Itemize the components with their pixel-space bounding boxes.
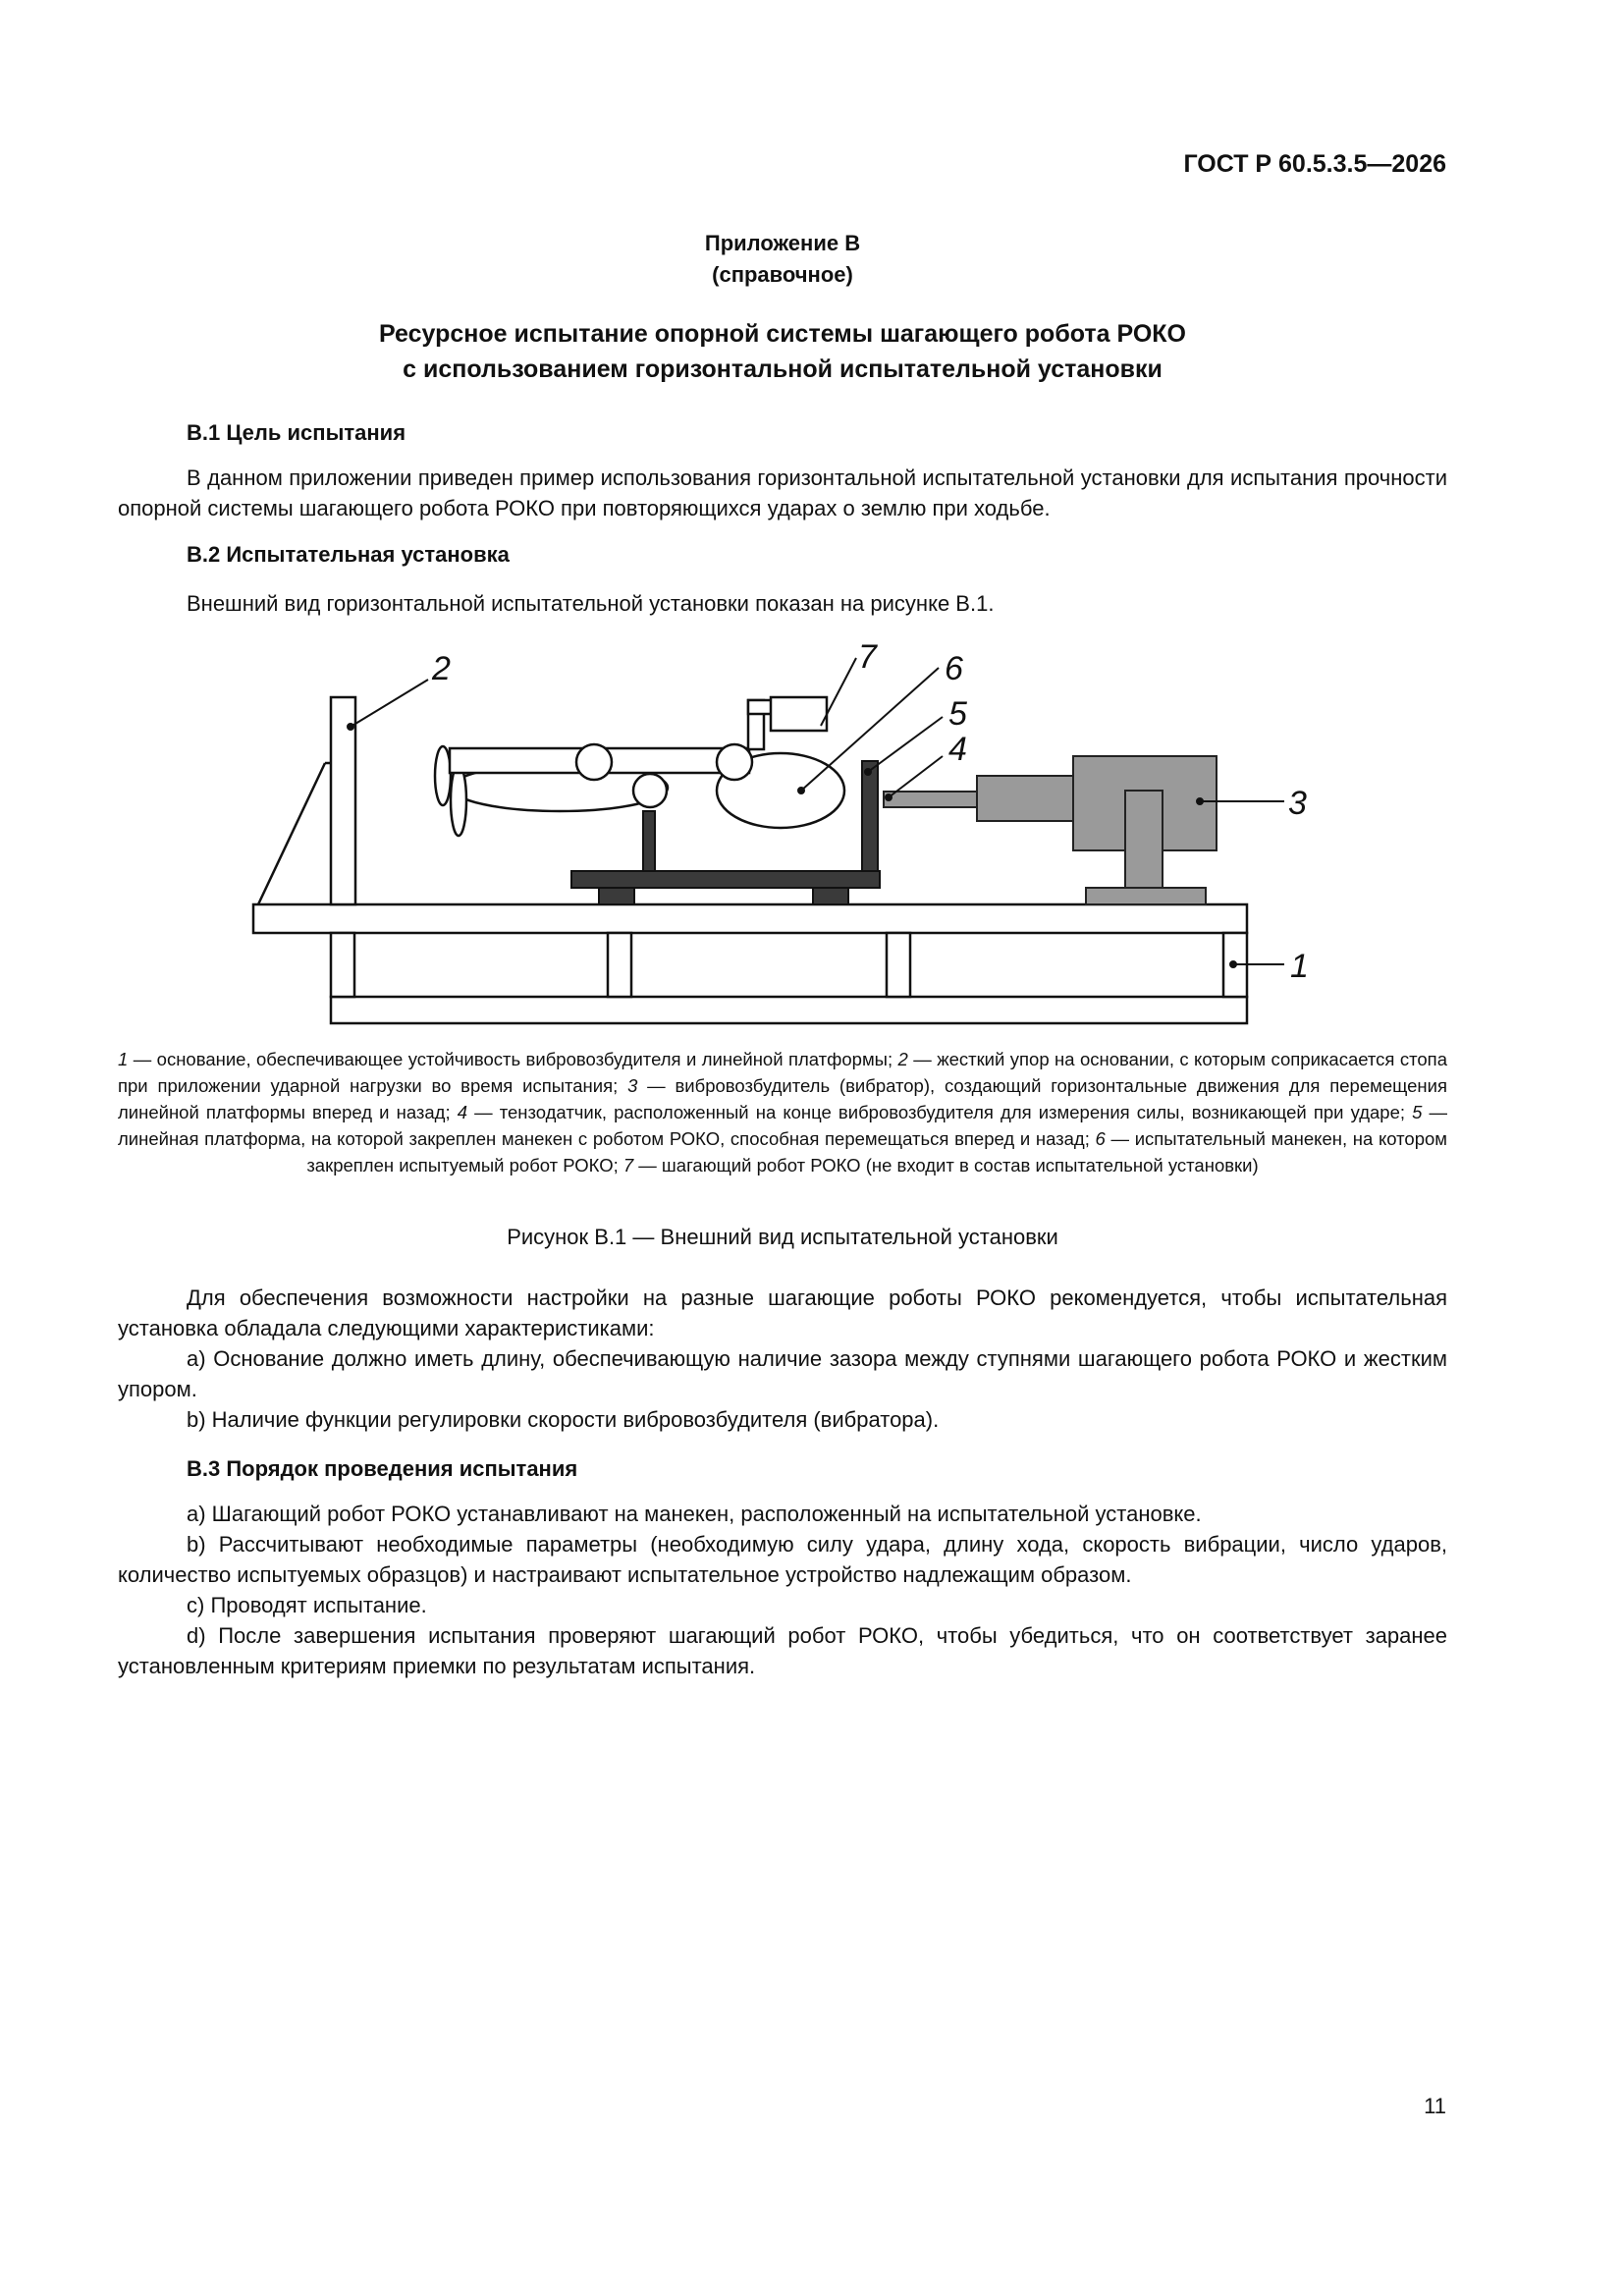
legend-text: — основание, обеспечивающее устойчивость вибровозбудителя и линейной платформы; [128,1049,898,1069]
test-setup-figure [245,638,1355,1041]
section-b2-paragraph: Внешний вид горизонтальной испытательной установки показан на рисунке В.1. [187,591,995,616]
figure-label-6: 6 [945,650,963,687]
requirement-item: a) Основание должно иметь длину, обеспечивающую наличие зазора между ступнями шагающего робота РОКО и жестким упором. [118,1346,1447,1401]
legend-num: 1 [118,1049,129,1069]
base-leg [331,933,354,997]
requirement-item: b) Наличие функции регулировки скорости вибровозбудителя (вибратора). [187,1407,940,1432]
robot-joint [633,774,667,807]
base-bottom-plank [331,997,1247,1023]
procedure-step: a) Шагающий робот РОКО устанавливают на манекен, расположенный на испытательной установке. [187,1502,1202,1526]
linear-platform [571,871,880,888]
figure-label-5: 5 [948,695,967,733]
standard-designation: ГОСТ Р 60.5.3.5—2026 [1183,150,1446,178]
legend-text: — линейная платформа, на которой закреплен манекен с роботом РОКО, способная перемещаться вперед и назад; [118,1102,1448,1149]
legend-num: 3 [627,1075,638,1096]
title-line-2: с использованием горизонтальной испытательной установки [403,355,1163,383]
figure-label-1: 1 [1290,948,1309,985]
legend-text: — испытательный манекен, на котором закреплен испытуемый робот РОКО; [306,1128,1447,1175]
procedure-step: b) Рассчитывают необходимые параметры (необходимую силу удара, длину хода, скорость вибрации, число ударов, количество испытуемых образцов) и настраивают испытательное устройство надлежащим образом. [118,1532,1447,1587]
section-b1-paragraph: В данном приложении приведен пример использования горизонтальной испытательной установки для испытания прочности опорной системы шагающего робота РОКО при повторяющихся ударах о землю при ходьбе. [118,465,1447,520]
document-title [118,316,1447,387]
figure-label-4: 4 [948,731,967,768]
vibrator-shaft [977,776,1075,821]
section-b2-heading: В.2 Испытательная установка [187,542,510,567]
requirements-intro: Для обеспечения возможности настройки на разные шагающие роботы РОКО рекомендуется, чтобы испытательная установка обладала следующими характеристиками: [118,1285,1447,1340]
robot-head [771,697,827,731]
figure-label-7: 7 [858,638,877,676]
legend-num: 5 [1412,1102,1423,1122]
vibrator-base [1086,888,1206,904]
base-top-plank [253,904,1247,933]
requirements-block [118,1283,1447,1435]
robot-foot [435,746,451,805]
mannequin-post [643,811,655,871]
figure-label-3: 3 [1288,785,1307,822]
appendix-title: Приложение В [704,231,861,255]
section-b2-text [118,588,1447,619]
legend-text: — тензодатчик, расположенный на конце вибровозбудителя для измерения силы, возникающей при ударе; [467,1102,1413,1122]
legend-text: — шагающий робот РОКО (не входит в состав испытательной установки) [633,1155,1259,1175]
legend-num: 6 [1095,1128,1106,1149]
legend-num: 2 [897,1049,908,1069]
section-b3-list [118,1499,1447,1681]
appendix-subtitle: (справочное) [712,262,853,287]
figure-legend [118,1046,1447,1178]
platform-foot [813,888,848,904]
robot-joint [576,744,612,780]
vibrator-stand [1125,791,1163,889]
section-b1-heading: В.1 Цель испытания [187,420,406,445]
robot-joint [717,744,752,780]
figure-label-2: 2 [432,650,451,687]
stop-brace [258,763,325,904]
load-cell [884,792,979,807]
robot-foot [451,765,466,836]
procedure-step: d) После завершения испытания проверяют шагающий робот РОКО, чтобы убедиться, что он соответствует заранее установленным критериям приемки по результатам испытания. [118,1623,1447,1678]
title-line-1: Ресурсное испытание опорной системы шагающего робота РОКО [379,320,1186,348]
base-leg [887,933,910,997]
section-b3-heading: В.3 Порядок проведения испытания [187,1456,578,1481]
section-b1-text [118,463,1447,523]
legend-num: 4 [457,1102,468,1122]
platform-foot [599,888,634,904]
procedure-step: c) Проводят испытание. [187,1593,427,1617]
figure-caption: Рисунок В.1 — Внешний вид испытательной установки [507,1225,1058,1249]
legend-num: 7 [622,1155,634,1175]
base-leg [608,933,631,997]
legend-text: — вибровозбудитель (вибратор), создающий горизонтальные движения для перемещения линейной платформы вперед и назад; [118,1075,1447,1122]
page-number: 11 [1424,2094,1446,2118]
mannequin-upright [862,761,878,871]
appendix-heading [118,228,1447,291]
legend-text: — жесткий упор на основании, с которым соприкасается стопа при приложении ударной нагрузки во время испытания; [118,1049,1447,1096]
